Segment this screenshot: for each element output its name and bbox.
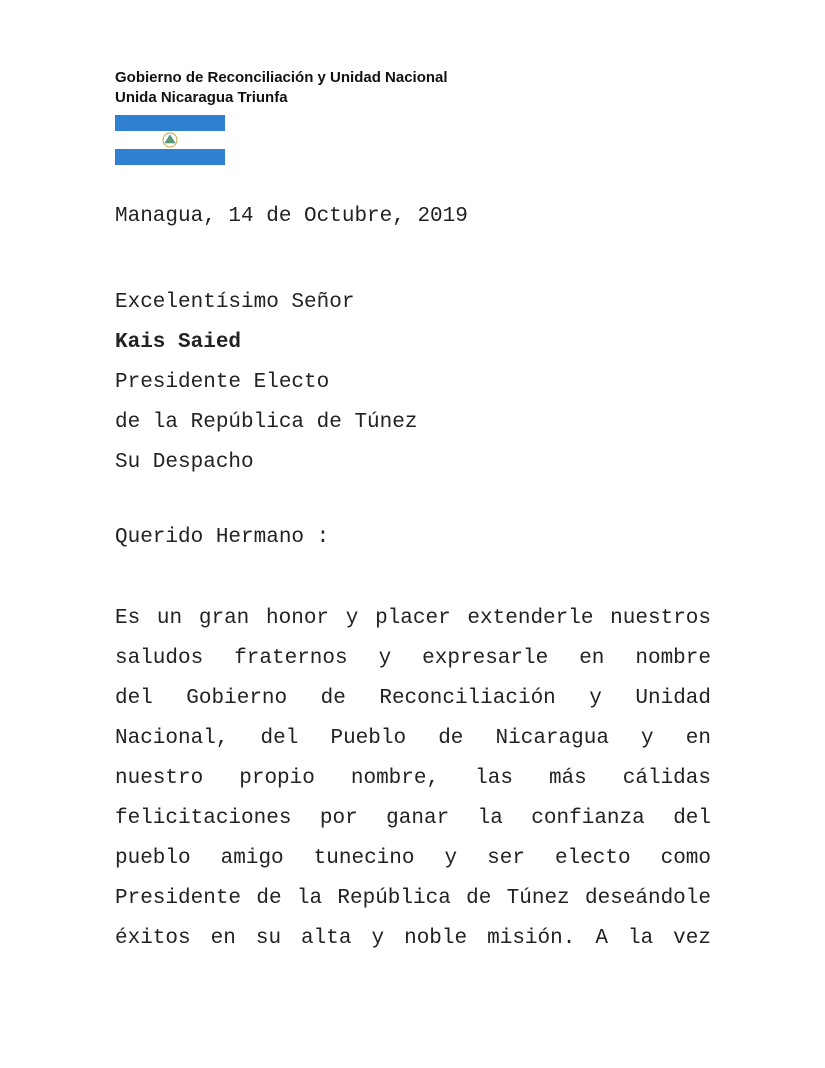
- body-line: Es un gran honor y placer extenderle nuestros: [115, 607, 711, 630]
- body-line: éxitos en su alta y noble misión. A la vez: [115, 927, 711, 950]
- body-line: Nacional, del Pueblo de Nicaragua y en: [115, 727, 711, 750]
- flag-top-band: [115, 115, 225, 131]
- body-line: saludos fraternos y expresarle en nombre: [115, 647, 711, 670]
- letterhead: [115, 68, 448, 108]
- recipient-country: de la República de Túnez: [115, 411, 418, 434]
- flag-bottom-band: [115, 149, 225, 165]
- body-line: Presidente de la República de Túnez deseándole: [115, 887, 711, 910]
- letter-date: Managua, 14 de Octubre, 2019: [115, 205, 468, 228]
- recipient-name: Kais Saied: [115, 331, 242, 354]
- letterhead-government-name: Gobierno de Reconciliación y Unidad Nacional: [115, 69, 448, 86]
- body-line: del Gobierno de Reconciliación y Unidad: [115, 687, 711, 710]
- letterhead-slogan: Unida Nicaragua Triunfa: [115, 89, 288, 106]
- letter-body: [115, 599, 711, 959]
- body-line: nuestro propio nombre, las más cálidas: [115, 767, 711, 790]
- salutation: Querido Hermano :: [115, 526, 330, 549]
- body-line: felicitaciones por ganar la confianza del: [115, 807, 711, 830]
- recipient-honorific: Excelentísimo Señor: [115, 291, 355, 314]
- recipient-block: [115, 283, 715, 483]
- recipient-office: Su Despacho: [115, 451, 254, 474]
- recipient-title: Presidente Electo: [115, 371, 330, 394]
- coat-of-arms-icon: [162, 132, 178, 148]
- body-line: pueblo amigo tunecino y ser electo como: [115, 847, 711, 870]
- nicaragua-flag-icon: [115, 115, 225, 165]
